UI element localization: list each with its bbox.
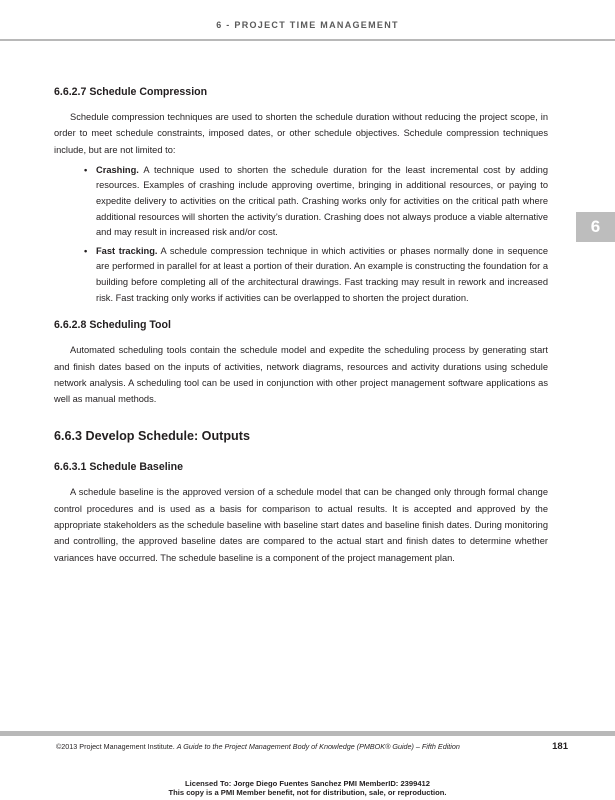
section-heading-6-6-2-7: 6.6.2.7 Schedule Compression xyxy=(54,86,208,98)
fast-tracking-description: A schedule compression technique in which activities or phases normally done in sequence are performed in parallel for at least a portion of their duration. An example is constructing the foundation for a building before completing all of the architectural drawings. Fast tracking may result in rework and increased risk. Fast tracking only works if activities can be overlapped to shorten the project duration. xyxy=(96,245,548,303)
running-title: 6 - PROJECT TIME MANAGEMENT xyxy=(216,20,399,30)
bullet-icon: • xyxy=(84,164,88,175)
chapter-tab: 6 xyxy=(576,212,615,242)
copyright-text: ©2013 Project Management Institute. xyxy=(56,742,175,751)
license-line-1: Licensed To: Jorge Diego Fuentes Sanchez PMI MemberID: 2399412 xyxy=(184,779,431,788)
term-crashing: Crashing. xyxy=(96,164,139,175)
license-line-2: This copy is a PMI Member benefit, not for distribution, sale, or reproduction. xyxy=(168,788,447,797)
list-item-fast-tracking xyxy=(54,244,548,306)
compression-techniques-list xyxy=(54,163,548,306)
term-fast-tracking: Fast tracking. xyxy=(96,245,158,256)
running-header xyxy=(0,0,615,40)
schedule-baseline-body: A schedule baseline is the approved version of a schedule model that can be changed only through formal change control procedures and is used as a basis for comparison to actual results. It is accepted and approved by the appropriate stakeholders as the schedule baseline with baseline start dates and baseline finish dates. During monitoring and controlling, the approved baseline dates are compared to the actual start and finish dates to determine whether variances have occurred. The schedule baseline is a component of the project management plan. xyxy=(54,487,548,563)
crashing-description: A technique used to shorten the schedule duration for the least incremental cost by adding resources. Examples of crashing include approving overtime, bringing in additional resources, or paying to expedite delivery to activities on the critical path. Crashing works only for activities on the critical path where additional resources will shorten the activity’s duration. Crashing does not always produce a viable alternative and may result in increased risk and/or cost. xyxy=(96,164,548,238)
page-number: 181 xyxy=(552,741,568,752)
list-item-crashing xyxy=(54,163,548,241)
header-divider xyxy=(0,39,615,41)
section-heading-6-6-3: 6.6.3 Develop Schedule: Outputs xyxy=(54,429,250,444)
page-body xyxy=(54,86,548,566)
section-heading-6-6-3-1: 6.6.3.1 Schedule Baseline xyxy=(54,461,183,474)
scheduling-tool-body: Automated scheduling tools contain the schedule model and expedite the scheduling process by generating start and finish dates based on the inputs of activities, network diagrams, resources and activity durations using schedule network analysis. A scheduling tool can be used in conjunction with other project management software applications as well as manual methods. xyxy=(54,345,548,405)
bullet-icon: • xyxy=(84,245,88,256)
guide-title: A Guide to the Project Management Body of Knowledge (PMBOK® Guide) – Fifth Edition xyxy=(176,742,460,751)
schedule-compression-intro: Schedule compression techniques are used to shorten the schedule duration without reducing the project scope, in order to meet schedule constraints, imposed dates, or other schedule objectives. Schedule compression techniques include, but are not limited to: xyxy=(54,112,548,155)
footer-divider xyxy=(0,731,615,736)
section-heading-6-6-2-8: 6.6.2.8 Scheduling Tool xyxy=(54,319,171,332)
footer-citation xyxy=(56,742,460,751)
